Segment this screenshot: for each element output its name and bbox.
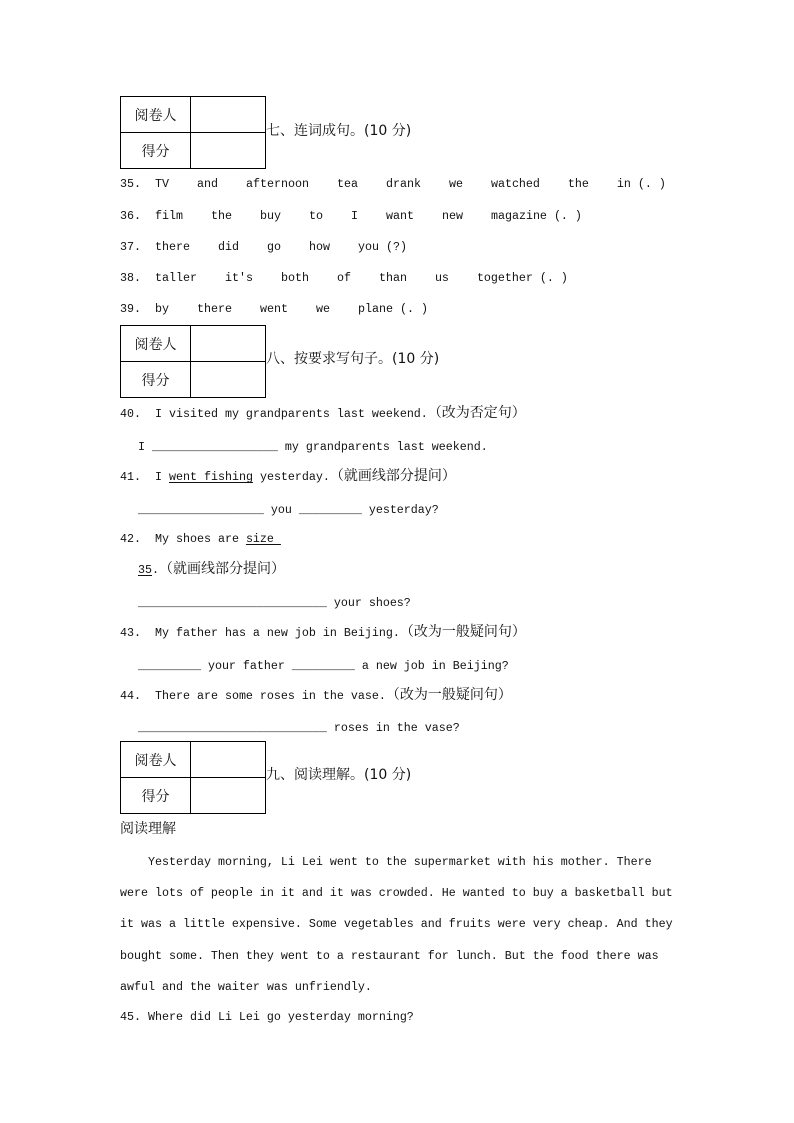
question-37 bbox=[120, 239, 407, 255]
scrambled-word: go bbox=[266, 240, 281, 254]
scrambled-word: taller bbox=[155, 271, 197, 285]
scrambled-word: us bbox=[434, 271, 449, 285]
scrambled-words bbox=[155, 176, 666, 192]
scrambled-word: the bbox=[567, 177, 589, 191]
scrambled-word: we bbox=[315, 302, 330, 316]
reviewer-blank-cell bbox=[191, 97, 265, 133]
question-number: 36. bbox=[120, 209, 141, 223]
last-word-group bbox=[358, 239, 407, 255]
question-35 bbox=[120, 176, 666, 192]
score-box bbox=[120, 96, 266, 169]
question-number: 43. bbox=[120, 626, 141, 640]
reviewer-blank-cell bbox=[191, 742, 265, 778]
question-number: 38. bbox=[120, 271, 141, 285]
instruction-note: （就画线部分提问） bbox=[159, 561, 285, 577]
score-label: 得分 bbox=[121, 778, 191, 813]
scrambled-word: there bbox=[155, 240, 190, 254]
last-word-group bbox=[491, 208, 582, 224]
scrambled-word: magazine bbox=[490, 209, 547, 223]
scrambled-word: drank bbox=[385, 177, 421, 191]
instruction-note: （改为否定句） bbox=[427, 405, 526, 421]
instruction-note: （就画线部分提问） bbox=[329, 468, 456, 484]
question-39 bbox=[120, 301, 428, 317]
instruction-note: （改为一般疑问句） bbox=[399, 624, 526, 640]
answer-line: I __________________ my grandparents last weekend. bbox=[138, 440, 488, 454]
scrambled-word: buy bbox=[259, 209, 281, 223]
score-box bbox=[120, 325, 266, 398]
question-42-continued bbox=[138, 561, 285, 577]
answer-line: _________ your father _________ a new job in Beijing? bbox=[138, 659, 509, 673]
answer-row bbox=[138, 658, 509, 674]
scrambled-word: to bbox=[308, 209, 323, 223]
question-42 bbox=[120, 531, 281, 547]
scrambled-word: there bbox=[197, 302, 232, 316]
end-punctuation: (. ) bbox=[539, 271, 568, 285]
scrambled-word: tea bbox=[336, 177, 358, 191]
question-43 bbox=[120, 624, 526, 640]
question-number: 41. bbox=[120, 470, 141, 484]
answer-row bbox=[138, 595, 411, 611]
answer-row bbox=[138, 439, 488, 455]
scrambled-word: did bbox=[217, 240, 239, 254]
underlined-phrase: 35 bbox=[138, 563, 152, 577]
scrambled-word: TV bbox=[155, 177, 169, 191]
last-word-group bbox=[477, 270, 568, 286]
score-box bbox=[120, 741, 266, 814]
question-44 bbox=[120, 687, 512, 703]
last-word-group bbox=[358, 301, 428, 317]
instruction-note: （改为一般疑问句） bbox=[385, 687, 512, 703]
scrambled-word: how bbox=[308, 240, 330, 254]
end-punctuation: (?) bbox=[385, 240, 407, 254]
sentence-end: yesterday. bbox=[252, 470, 330, 484]
reviewer-label: 阅卷人 bbox=[121, 742, 191, 778]
question-number: 42. bbox=[120, 532, 141, 546]
end-punctuation: (. ) bbox=[399, 302, 428, 316]
reviewer-label: 阅卷人 bbox=[121, 97, 191, 133]
section-heading: 九、阅读理解。(10 分) bbox=[266, 767, 412, 783]
question-sentence: Where did Li Lei go yesterday morning? bbox=[148, 1010, 414, 1024]
answer-line: __________________ you _________ yesterday? bbox=[138, 503, 439, 517]
scrambled-word: afternoon bbox=[246, 177, 309, 191]
passage-line: awful and the waiter was unfriendly. bbox=[120, 980, 372, 994]
question-45 bbox=[120, 1009, 414, 1025]
end-punctuation: (. ) bbox=[553, 209, 582, 223]
scrambled-word: new bbox=[441, 209, 463, 223]
scrambled-words bbox=[155, 270, 568, 286]
scrambled-words bbox=[155, 239, 407, 255]
end-punctuation: (. ) bbox=[637, 177, 666, 191]
section-heading: 七、连词成句。(10 分) bbox=[266, 123, 412, 139]
sentence-start: I bbox=[155, 470, 169, 484]
scrambled-word: of bbox=[336, 271, 351, 285]
question-36 bbox=[120, 208, 582, 224]
question-number: 40. bbox=[120, 407, 141, 421]
scrambled-word: we bbox=[448, 177, 463, 191]
scrambled-word: went bbox=[259, 302, 288, 316]
passage-line: it was a little expensive. Some vegetables and fruits were very cheap. And they bbox=[120, 917, 673, 931]
question-sentence: There are some roses in the vase. bbox=[155, 689, 386, 703]
reviewer-label: 阅卷人 bbox=[121, 326, 191, 362]
answer-line: ___________________________ roses in the vase? bbox=[138, 721, 460, 735]
score-label: 得分 bbox=[121, 133, 191, 168]
scrambled-word: plane bbox=[357, 302, 393, 316]
scrambled-word: you bbox=[357, 240, 379, 254]
reviewer-blank-cell bbox=[191, 326, 265, 362]
scrambled-word: it's bbox=[224, 271, 253, 285]
scrambled-word: by bbox=[155, 302, 169, 316]
last-word-group bbox=[617, 176, 666, 192]
scrambled-words bbox=[155, 208, 582, 224]
question-sentence: I visited my grandparents last weekend. bbox=[155, 407, 428, 421]
question-number: 45. bbox=[120, 1010, 141, 1024]
scrambled-word: than bbox=[378, 271, 407, 285]
score-label: 得分 bbox=[121, 362, 191, 397]
question-number: 39. bbox=[120, 302, 141, 316]
scrambled-word: the bbox=[210, 209, 232, 223]
question-41 bbox=[120, 468, 456, 484]
scrambled-word: and bbox=[197, 177, 218, 191]
passage-line: Yesterday morning, Li Lei went to the supermarket with his mother. There bbox=[148, 855, 652, 869]
question-number: 44. bbox=[120, 689, 141, 703]
score-blank-cell bbox=[191, 133, 265, 168]
underlined-phrase: size bbox=[245, 532, 281, 546]
reading-title: 阅读理解 bbox=[120, 821, 176, 837]
question-sentence: My father has a new job in Beijing. bbox=[155, 626, 400, 640]
answer-row bbox=[138, 502, 439, 518]
score-blank-cell bbox=[191, 778, 265, 813]
score-blank-cell bbox=[191, 362, 265, 397]
answer-line: ___________________________ your shoes? bbox=[138, 596, 411, 610]
scrambled-word: want bbox=[385, 209, 414, 223]
scrambled-words bbox=[155, 301, 428, 317]
sentence-end: . bbox=[152, 563, 159, 577]
scrambled-word: together bbox=[476, 271, 533, 285]
scrambled-word: film bbox=[155, 209, 183, 223]
question-38 bbox=[120, 270, 568, 286]
question-number: 37. bbox=[120, 240, 141, 254]
passage-line: were lots of people in it and it was crowded. He wanted to buy a basketball but bbox=[120, 886, 673, 900]
sentence-start: My shoes are bbox=[155, 532, 246, 546]
scrambled-word: in bbox=[616, 177, 631, 191]
question-40 bbox=[120, 405, 526, 421]
question-number: 35. bbox=[120, 177, 141, 191]
underlined-phrase: went fishing bbox=[169, 470, 253, 484]
scrambled-word: I bbox=[350, 209, 358, 223]
passage-line: bought some. Then they went to a restaurant for lunch. But the food there was bbox=[120, 949, 659, 963]
answer-row bbox=[138, 720, 460, 736]
scrambled-word: watched bbox=[490, 177, 540, 191]
scrambled-word: both bbox=[280, 271, 309, 285]
section-heading: 八、按要求写句子。(10 分) bbox=[266, 351, 440, 367]
